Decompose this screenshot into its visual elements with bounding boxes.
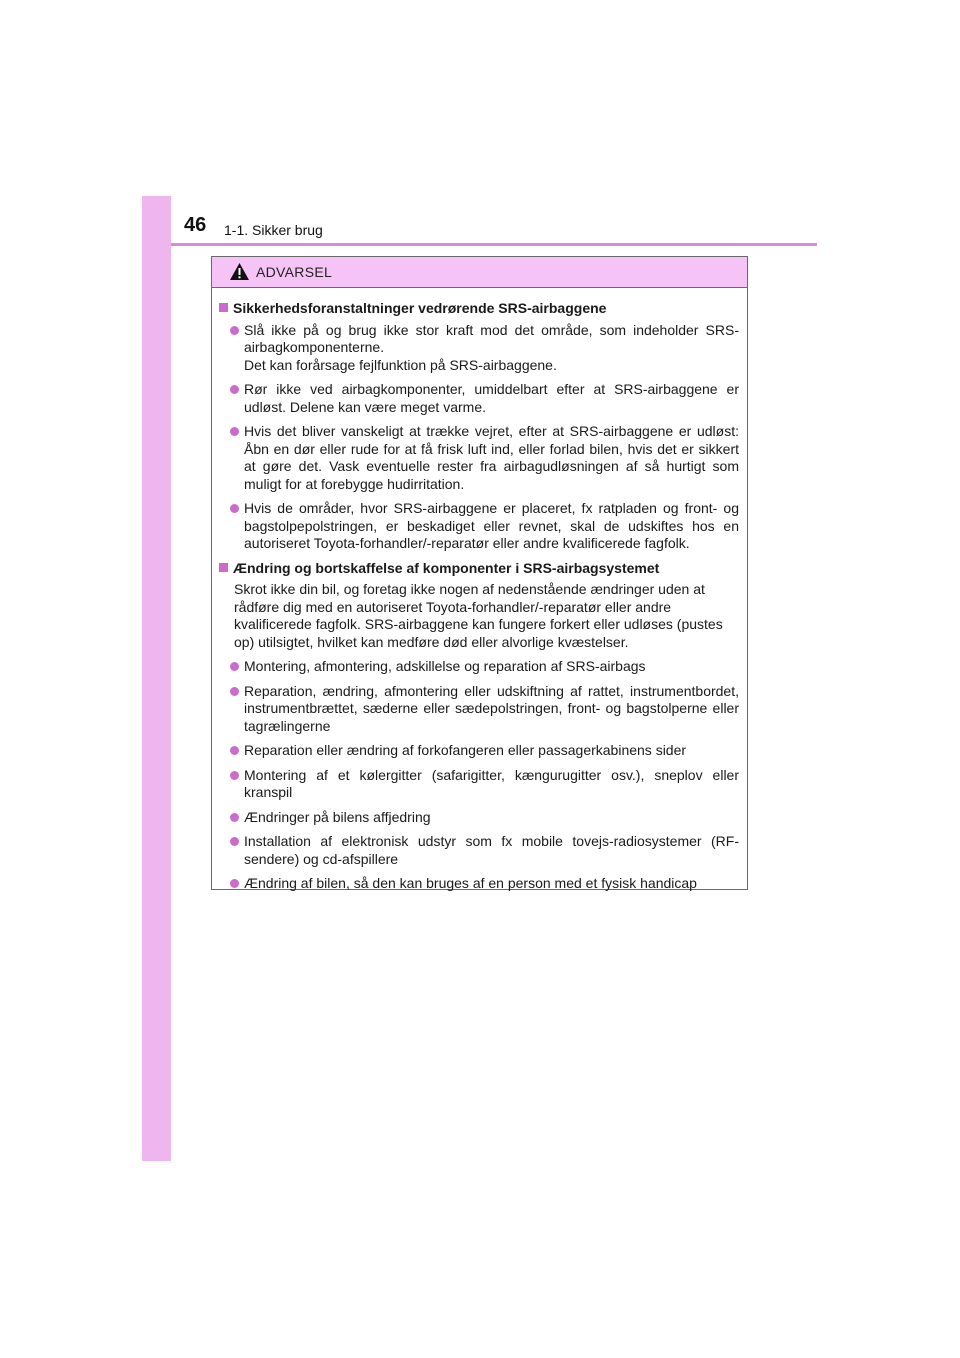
round-bullet-icon	[230, 687, 239, 696]
list-item	[219, 683, 739, 736]
list-item	[219, 742, 739, 760]
list-item-text: Reparation eller ændring af forkofangeren eller passagerkabinens sider	[244, 742, 687, 758]
list-item	[219, 658, 739, 676]
round-bullet-icon	[230, 746, 239, 755]
list-item	[219, 833, 739, 868]
list-item-text: Slå ikke på og brug ikke stor kraft mod det område, som indeholder SRS-airbagkomponenterne.	[244, 321, 739, 355]
round-bullet-icon	[230, 771, 239, 780]
list-item	[219, 500, 739, 553]
warning-title: ADVARSEL	[256, 264, 333, 280]
list-item-text: Hvis de områder, hvor SRS-airbaggene er placeret, fx ratpladen og front- og bagstolpepolstringen, er beskadiget eller revnet, skal de udskiftes hos en autoriseret Toyota-forhandler/-reparatør eller andre kvalificerede fagfolk.	[244, 500, 739, 551]
section-heading	[219, 560, 739, 578]
section-label: 1-1. Sikker brug	[224, 222, 323, 238]
section-intro: Skrot ikke din bil, og foretag ikke nogen af nedenstående ændringer uden at rådføre dig med en autoriseret Toyota-forhandler/-reparatør eller andre kvalificerede fagfolk. SRS-airbaggene kan fungere forkert eller udløses (pustes op) utilsigtet, hvilket kan medføre død eller alvorlige kvæstelser.	[234, 581, 723, 650]
list-item-text: Reparation, ændring, afmontering eller udskiftning af rattet, instrumentbordet, instrumentbrættet, sæderne eller sædepolstringen, front- og bagstolperne eller tagrælingerne	[244, 682, 739, 734]
list-item-text: Montering, afmontering, adskillelse og reparation af SRS-airbags	[244, 658, 646, 674]
square-bullet-icon	[219, 303, 228, 312]
section-heading	[219, 300, 739, 318]
list-item-text: Hvis det bliver vanskeligt at trække vejret, efter at SRS-airbaggene er udløst: Åbn en dør eller rude for at få frisk luft ind, eller forlad bilen, hvis det er sikkert at gøre det. Vask eventuelle rester fra airbagudløsningen af så hurtigt som muligt for at forebygge hudirritation.	[244, 423, 739, 492]
page-number: 46	[184, 214, 207, 236]
header-rule	[171, 243, 817, 246]
round-bullet-icon	[230, 385, 239, 394]
list-item-text: Ændringer på bilens affjedring	[244, 808, 431, 825]
list-item-text: Installation af elektronisk udstyr som fx mobile tovejs-radiosystemer (RF-sendere) og cd-afspillere	[244, 833, 739, 867]
warning-header	[212, 257, 747, 288]
square-bullet-icon	[219, 563, 228, 572]
list-item	[219, 875, 739, 893]
round-bullet-icon	[230, 326, 239, 335]
round-bullet-icon	[230, 813, 239, 822]
list-item	[219, 809, 739, 827]
round-bullet-icon	[230, 504, 239, 513]
warning-body	[212, 288, 747, 893]
side-tab-strip	[142, 196, 171, 1161]
list-item	[219, 381, 739, 416]
warning-triangle-icon	[229, 262, 250, 281]
list-item	[219, 423, 739, 493]
round-bullet-icon	[230, 879, 239, 888]
list-item-note: Det kan forårsage fejlfunktion på SRS-airbaggene.	[244, 356, 557, 373]
section-heading-text: Ændring og bortskaffelse af komponenter i SRS-airbagsystemet	[233, 559, 660, 576]
list-item-text: Montering af et kølergitter (safarigitter, kængurugitter osv.), sneplov eller kranspil	[244, 766, 739, 800]
round-bullet-icon	[230, 662, 239, 671]
warning-box	[211, 256, 748, 890]
round-bullet-icon	[230, 427, 239, 436]
list-item-text: Ændring af bilen, så den kan bruges af en person med et fysisk handicap	[244, 875, 697, 891]
round-bullet-icon	[230, 837, 239, 846]
list-item-text: Rør ikke ved airbagkomponenter, umiddelbart efter at SRS-airbaggene er udløst. Delene kan være meget varme.	[244, 381, 739, 415]
section-heading-text: Sikkerhedsforanstaltninger vedrørende SRS-airbaggene	[233, 300, 607, 316]
list-item	[219, 322, 739, 375]
list-item	[219, 767, 739, 802]
